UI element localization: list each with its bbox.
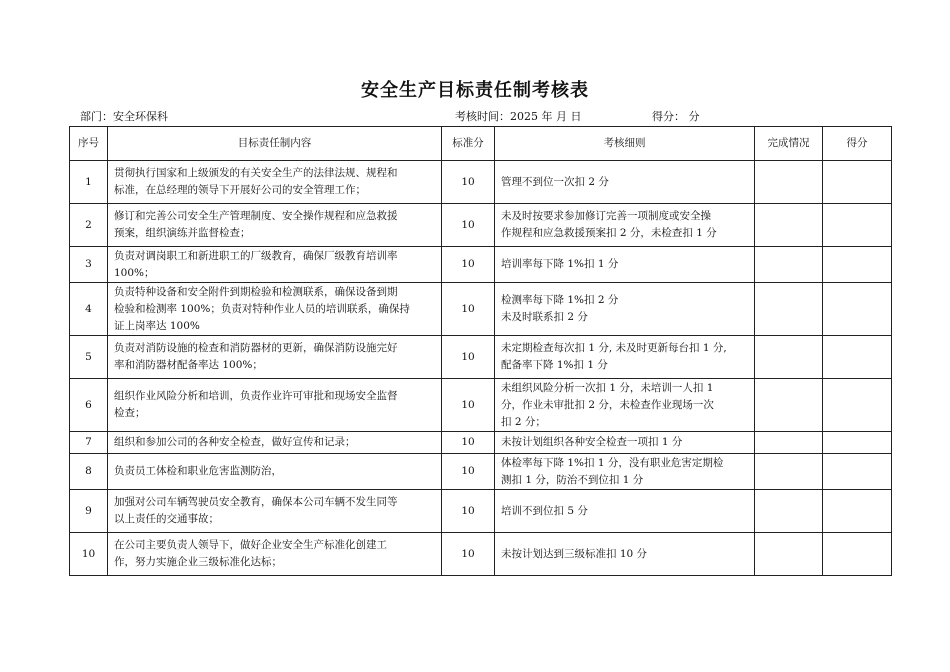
row-no: 8 bbox=[70, 454, 108, 490]
row-no: 5 bbox=[70, 336, 108, 379]
table-row bbox=[70, 379, 892, 432]
content-line: 预案，组织演练并监督检查； bbox=[114, 227, 251, 239]
row-standard-score: 10 bbox=[442, 432, 495, 454]
row-standard-score: 10 bbox=[442, 204, 495, 247]
rules-line: 配备率下降 1%扣 1 分 bbox=[501, 359, 608, 371]
rules-line: 培训率每下降 1%扣 1 分 bbox=[501, 258, 619, 270]
rules-line: 分，作业未审批扣 2 分，未检查作业现场一次 bbox=[501, 398, 714, 411]
row-content bbox=[108, 533, 442, 576]
header-no: 序号 bbox=[70, 127, 108, 161]
row-content bbox=[108, 283, 442, 336]
row-score bbox=[823, 490, 892, 533]
row-rules bbox=[495, 454, 755, 490]
table-row bbox=[70, 247, 892, 283]
rules-line: 未按计划组织各种安全检查一项扣 1 分 bbox=[501, 436, 683, 448]
row-content bbox=[108, 379, 442, 432]
content-line: 以上责任的交通事故； bbox=[114, 513, 219, 525]
content-line: 贯彻执行国家和上级颁发的有关安全生产的法律法规、规程和 bbox=[114, 167, 398, 179]
rules-line: 未组织风险分析一次扣 1 分，未培训一人扣 1 bbox=[501, 381, 714, 394]
row-completion bbox=[755, 490, 823, 533]
row-no: 9 bbox=[70, 490, 108, 533]
row-no: 3 bbox=[70, 247, 108, 283]
row-completion bbox=[755, 454, 823, 490]
row-rules bbox=[495, 161, 755, 204]
content-line: 负责员工体检和职业危害监测防治， bbox=[114, 465, 282, 477]
table-row bbox=[70, 161, 892, 204]
row-standard-score: 10 bbox=[442, 247, 495, 283]
row-no: 2 bbox=[70, 204, 108, 247]
row-completion bbox=[755, 204, 823, 247]
row-content bbox=[108, 490, 442, 533]
department-label: 部门：安全环保科 bbox=[80, 110, 168, 123]
header-rules: 考核细则 bbox=[495, 127, 755, 161]
row-score bbox=[823, 204, 892, 247]
assessment-table bbox=[69, 126, 892, 576]
row-rules bbox=[495, 204, 755, 247]
row-no: 1 bbox=[70, 161, 108, 204]
header-score: 得分 bbox=[823, 127, 892, 161]
content-line: 负责对调岗职工和新进职工的厂级教育，确保厂级教育培训率 bbox=[114, 249, 398, 262]
rules-line: 培训不到位扣 5 分 bbox=[501, 504, 588, 517]
header-completion: 完成情况 bbox=[755, 127, 823, 161]
row-completion bbox=[755, 336, 823, 379]
rules-line: 管理不到位一次扣 2 分 bbox=[501, 175, 609, 188]
table-header-row bbox=[70, 127, 892, 161]
row-standard-score: 10 bbox=[442, 336, 495, 379]
row-rules bbox=[495, 247, 755, 283]
content-line: 组织作业风险分析和培训，负责作业许可审批和现场安全监督 bbox=[114, 390, 398, 402]
content-line: 率和消防器材配备率达 100%； bbox=[114, 359, 263, 371]
content-line: 检验和检测率 100%；负责对特种作业人员的培训联系，确保持 bbox=[114, 302, 410, 315]
row-rules bbox=[495, 432, 755, 454]
row-standard-score: 10 bbox=[442, 454, 495, 490]
rules-line: 未按计划达到三级标准扣 10 分 bbox=[501, 547, 648, 560]
rules-line: 扣 2 分； bbox=[501, 415, 546, 428]
page-title: 安全生产目标责任制考核表 bbox=[361, 80, 589, 101]
rules-line: 作规程和应急救援预案扣 2 分，未检查扣 1 分 bbox=[501, 227, 717, 239]
row-score bbox=[823, 432, 892, 454]
row-score bbox=[823, 379, 892, 432]
table-row bbox=[70, 533, 892, 576]
total-score-label: 得分： 分 bbox=[652, 110, 700, 123]
row-content bbox=[108, 204, 442, 247]
row-score bbox=[823, 533, 892, 576]
row-completion bbox=[755, 432, 823, 454]
row-rules bbox=[495, 490, 755, 533]
table-row bbox=[70, 204, 892, 247]
row-standard-score: 10 bbox=[442, 283, 495, 336]
content-line: 加强对公司车辆驾驶员安全教育，确保本公司车辆不发生同等 bbox=[114, 496, 398, 508]
row-standard-score: 10 bbox=[442, 490, 495, 533]
row-no: 10 bbox=[70, 533, 108, 576]
content-line: 负责对消防设施的检查和消防器材的更新，确保消防设施完好 bbox=[114, 342, 398, 354]
row-score bbox=[823, 336, 892, 379]
rules-line: 未及时按要求参加修订完善一项制度或安全操 bbox=[501, 210, 711, 222]
content-line: 证上岗率达 100% bbox=[114, 319, 200, 332]
content-line: 在公司主要负责人领导下，做好企业安全生产标准化创建工 bbox=[114, 539, 387, 551]
form-meta bbox=[0, 108, 950, 124]
row-no: 7 bbox=[70, 432, 108, 454]
content-line: 作，努力实施企业三级标准化达标； bbox=[114, 556, 282, 568]
row-standard-score: 10 bbox=[442, 161, 495, 204]
row-completion bbox=[755, 379, 823, 432]
row-content bbox=[108, 454, 442, 490]
row-no: 6 bbox=[70, 379, 108, 432]
row-standard-score: 10 bbox=[442, 533, 495, 576]
row-score bbox=[823, 247, 892, 283]
rules-line: 未定期检查每次扣 1 分, 未及时更新每台扣 1 分, bbox=[501, 342, 727, 354]
assess-time-label: 考核时间：2025 年 月 日 bbox=[455, 110, 582, 123]
rules-line: 体检率每下降 1%扣 1 分，没有职业危害定期检 bbox=[501, 456, 724, 469]
row-content bbox=[108, 161, 442, 204]
header-content: 目标责任制内容 bbox=[108, 127, 442, 161]
rules-line: 测扣 1 分，防治不到位扣 1 分 bbox=[501, 473, 644, 486]
table-body bbox=[70, 161, 892, 576]
row-score bbox=[823, 161, 892, 204]
row-rules bbox=[495, 379, 755, 432]
row-completion bbox=[755, 247, 823, 283]
table-row bbox=[70, 336, 892, 379]
rules-line: 未及时联系扣 2 分 bbox=[501, 311, 588, 323]
row-completion bbox=[755, 283, 823, 336]
table-row bbox=[70, 490, 892, 533]
content-line: 修订和完善公司安全生产管理制度、安全操作规程和应急救援 bbox=[114, 210, 398, 222]
row-score bbox=[823, 454, 892, 490]
row-content bbox=[108, 336, 442, 379]
row-rules bbox=[495, 283, 755, 336]
row-standard-score: 10 bbox=[442, 379, 495, 432]
row-rules bbox=[495, 336, 755, 379]
content-line: 100%； bbox=[114, 266, 155, 279]
row-score bbox=[823, 283, 892, 336]
rules-line: 检测率每下降 1%扣 2 分 bbox=[501, 294, 619, 306]
header-standard: 标准分 bbox=[442, 127, 495, 161]
row-completion bbox=[755, 161, 823, 204]
table-row bbox=[70, 432, 892, 454]
table-row bbox=[70, 283, 892, 336]
table-row bbox=[70, 454, 892, 490]
content-line: 检查； bbox=[114, 407, 146, 419]
content-line: 组织和参加公司的各种安全检查，做好宣传和记录； bbox=[114, 436, 356, 448]
row-no: 4 bbox=[70, 283, 108, 336]
row-rules bbox=[495, 533, 755, 576]
content-line: 负责特种设备和安全附件到期检验和检测联系，确保设备到期 bbox=[114, 285, 398, 298]
content-line: 标准，在总经理的领导下开展好公司的安全管理工作； bbox=[114, 184, 366, 196]
row-completion bbox=[755, 533, 823, 576]
row-content bbox=[108, 432, 442, 454]
row-content bbox=[108, 247, 442, 283]
